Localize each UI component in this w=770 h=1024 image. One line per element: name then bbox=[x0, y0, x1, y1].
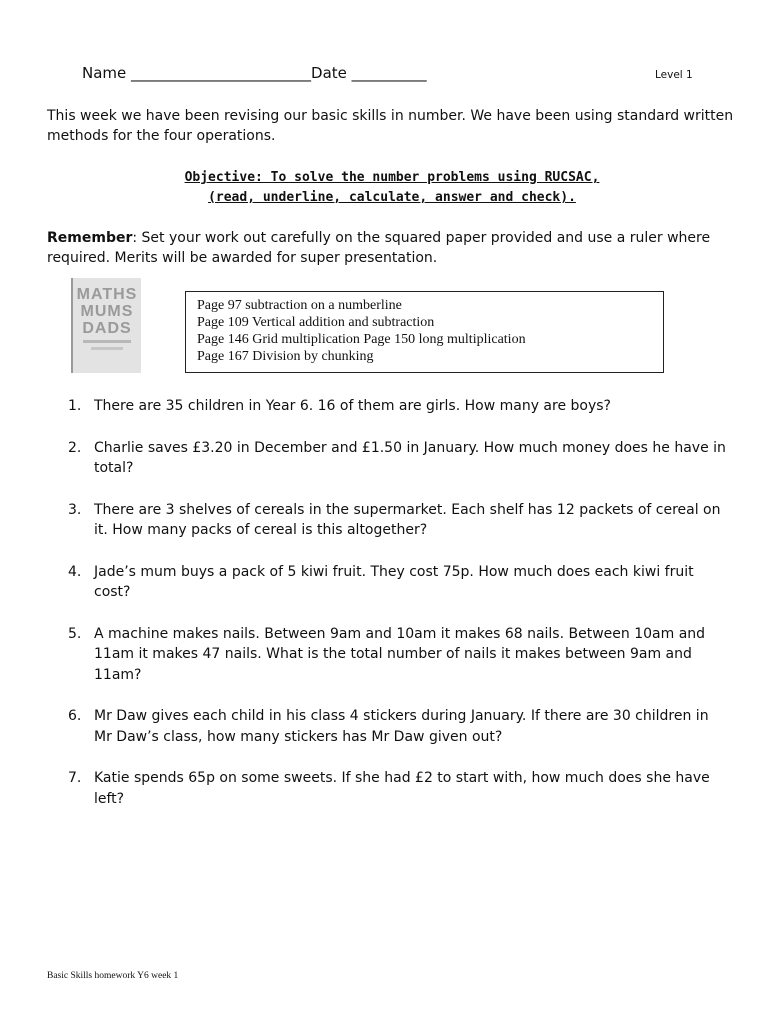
question-number: 6. bbox=[68, 708, 82, 724]
question-number: 4. bbox=[68, 563, 82, 580]
book-cover-image bbox=[71, 278, 141, 373]
question-text: Charlie saves £3.20 in December and £1.50 in January. How much money does he have in total? bbox=[94, 439, 726, 476]
question-text: There are 35 children in Year 6. 16 of them are girls. How many are boys? bbox=[94, 398, 611, 414]
book-title-line-3: DADS bbox=[82, 320, 132, 337]
objective-line-1: Objective: To solve the number problems using RUCSAC, bbox=[184, 170, 600, 185]
question-item bbox=[68, 624, 728, 686]
intro-text: This week we have been revising our basic skills in number. We have been using standard written methods for the four operations. bbox=[47, 108, 734, 144]
remember-label: Remember bbox=[47, 230, 133, 246]
question-number: 3. bbox=[68, 501, 82, 518]
book-subtitle-bar bbox=[91, 347, 123, 350]
question-text: There are 3 shelves of cereals in the supermarket. Each shelf has 12 packets of cereal on it. How many packs of cereal is this altogether? bbox=[94, 501, 721, 538]
book-title-line-2: MUMS bbox=[80, 303, 134, 320]
reference-line: Page 167 Division by chunking bbox=[197, 349, 374, 364]
question-item bbox=[68, 562, 728, 603]
question-number: 7. bbox=[68, 770, 82, 786]
page-footer: Basic Skills homework Y6 week 1 bbox=[47, 971, 179, 981]
question-list bbox=[68, 396, 728, 809]
question-text: Jade’s mum buys a pack of 5 kiwi fruit. They cost 75p. How much does each kiwi fruit cost? bbox=[94, 563, 694, 600]
objective-line-2: (read, underline, calculate, answer and check). bbox=[208, 190, 576, 205]
question-item bbox=[68, 768, 728, 809]
question-text: Mr Daw gives each child in his class 4 stickers during January. If there are 30 children in Mr Daw’s class, how many stickers has Mr Daw given out? bbox=[94, 708, 709, 745]
question-item bbox=[68, 706, 728, 747]
name-date-line: Name ________________________Date __________ bbox=[82, 64, 427, 82]
reference-line: Page 97 subtraction on a numberline bbox=[197, 298, 402, 313]
question-number: 5. bbox=[68, 625, 82, 642]
question-text: A machine makes nails. Between 9am and 10am it makes 68 nails. Between 10am and 11am it makes 47 nails. What is the total number of nails it makes between 9am and 11am? bbox=[94, 625, 706, 683]
question-item bbox=[68, 438, 728, 479]
question-item bbox=[68, 500, 728, 541]
question-item bbox=[68, 396, 728, 417]
book-title-line-1: MATHS bbox=[76, 286, 138, 303]
page-references-box bbox=[185, 291, 664, 373]
question-number: 2. bbox=[68, 439, 82, 456]
question-text: Katie spends 65p on some sweets. If she had £2 to start with, how much does she have left? bbox=[94, 770, 710, 807]
remember-note bbox=[47, 228, 737, 268]
remember-text: : Set your work out carefully on the squared paper provided and use a ruler where required. Merits will be awarded for super presentation. bbox=[47, 230, 711, 266]
question-number: 1. bbox=[68, 398, 82, 414]
reference-line: Page 146 Grid multiplication Page 150 long multiplication bbox=[197, 332, 526, 347]
book-subtitle-bar bbox=[83, 340, 131, 343]
level-label: Level 1 bbox=[655, 69, 693, 81]
objective bbox=[47, 168, 737, 208]
reference-line: Page 109 Vertical addition and subtraction bbox=[197, 315, 435, 330]
